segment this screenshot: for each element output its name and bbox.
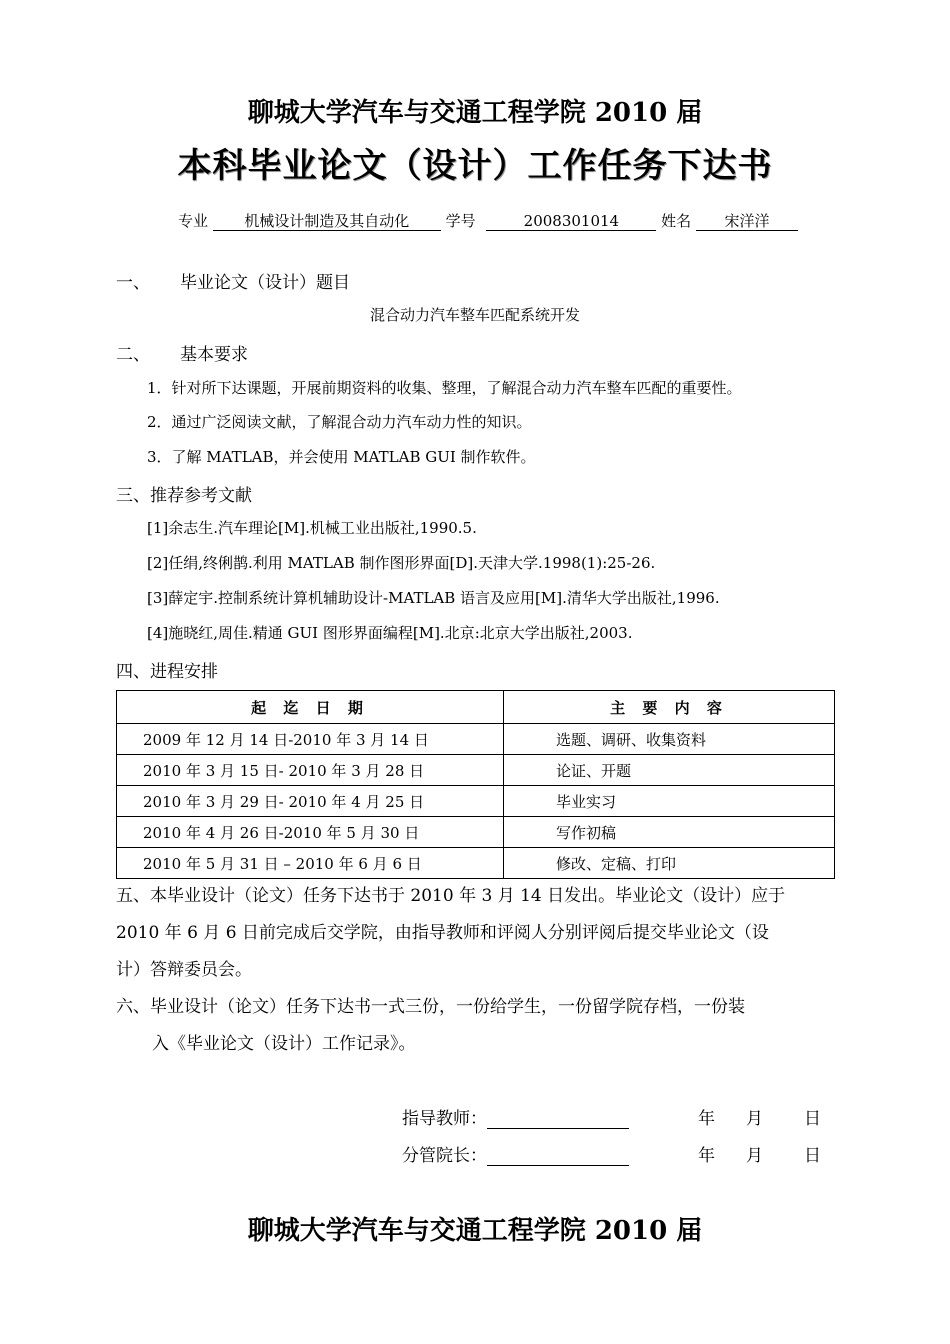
section6-line: 六、毕业设计（论文）任务下达书一式三份，一份给学生，一份留学院存档，一份装 bbox=[116, 997, 745, 1017]
table-row bbox=[117, 755, 835, 786]
reference-item: [2]任绢,终俐鹊.利用 MATLAB 制作图形界面[D].天津大学.1998(1):25-26. bbox=[147, 554, 656, 572]
thesis-topic: 混合动力汽车整车匹配系统开发 bbox=[369, 306, 580, 324]
requirement-item: 1．针对所下达课题，开展前期资料的收集、整理，了解混合动力汽车整车匹配的重要性。 bbox=[147, 379, 742, 397]
advisor-day: 日 bbox=[804, 1109, 821, 1129]
advisor-signature-row bbox=[402, 1104, 629, 1129]
table-row bbox=[117, 848, 835, 879]
schedule-content: 选题、调研、收集资料 bbox=[504, 724, 835, 755]
schedule-date: 2010 年 3 月 15 日- 2010 年 3 月 28 日 bbox=[117, 755, 504, 786]
table-row bbox=[117, 786, 835, 817]
dean-signature-line bbox=[487, 1145, 629, 1166]
section4-title: 四、进程安排 bbox=[116, 662, 218, 682]
reference-item: [4]施晓红,周佳.精通 GUI 图形界面编程[M].北京:北京大学出版社,2003. bbox=[147, 624, 633, 642]
reference-item: [1]余志生.汽车理论[M].机械工业出版社,1990.5. bbox=[147, 519, 477, 537]
major-label: 专业 bbox=[178, 212, 209, 230]
reference-item: [3]薛定宇.控制系统计算机辅助设计-MATLAB 语言及应用[M].清华大学出版社,1996. bbox=[147, 589, 720, 607]
dean-day: 日 bbox=[804, 1146, 821, 1166]
section3-title: 三、推荐参考文献 bbox=[116, 486, 252, 506]
major-value: 机械设计制造及其自动化 bbox=[213, 212, 441, 231]
table-row bbox=[117, 817, 835, 848]
table-header-row bbox=[117, 691, 835, 724]
schedule-date: 2010 年 5 月 31 日 – 2010 年 6 月 6 日 bbox=[117, 848, 504, 879]
schedule-date: 2010 年 4 月 26 日-2010 年 5 月 30 日 bbox=[117, 817, 504, 848]
advisor-label: 指导教师： bbox=[402, 1109, 487, 1129]
schedule-content: 论证、开题 bbox=[504, 755, 835, 786]
dean-label: 分管院长： bbox=[402, 1146, 487, 1166]
dean-year: 年 bbox=[698, 1146, 715, 1166]
section2-number: 二、 bbox=[116, 345, 150, 365]
student-info-line bbox=[178, 210, 798, 231]
schedule-table bbox=[116, 690, 835, 879]
id-label: 学号 bbox=[445, 212, 476, 230]
school-header: 聊城大学汽车与交通工程学院 2010 届 bbox=[247, 98, 703, 128]
footer-school-header: 聊城大学汽车与交通工程学院 2010 届 bbox=[247, 1216, 703, 1246]
advisor-signature-line bbox=[487, 1108, 629, 1129]
dean-signature-row bbox=[402, 1141, 629, 1166]
requirement-item: 3．了解 MATLAB，并会使用 MATLAB GUI 制作软件。 bbox=[147, 448, 536, 466]
section1-number: 一、 bbox=[116, 273, 150, 293]
section5-line: 计）答辩委员会。 bbox=[116, 960, 252, 980]
content-column-header: 主 要 内 容 bbox=[504, 691, 835, 724]
name-label: 姓名 bbox=[661, 212, 692, 230]
dean-month: 月 bbox=[746, 1146, 763, 1166]
requirement-item: 2．通过广泛阅读文献，了解混合动力汽车动力性的知识。 bbox=[147, 413, 532, 431]
schedule-content: 修改、定稿、打印 bbox=[504, 848, 835, 879]
advisor-month: 月 bbox=[746, 1109, 763, 1129]
section6-line: 入《毕业论文（设计）工作记录》。 bbox=[152, 1034, 416, 1054]
document-title: 本科毕业论文（设计）工作任务下达书 bbox=[177, 146, 773, 186]
schedule-content: 写作初稿 bbox=[504, 817, 835, 848]
schedule-date: 2009 年 12 月 14 日-2010 年 3 月 14 日 bbox=[117, 724, 504, 755]
name-value: 宋洋洋 bbox=[696, 212, 798, 231]
table-row bbox=[117, 724, 835, 755]
section5-line: 2010 年 6 月 6 日前完成后交学院，由指导教师和评阅人分别评阅后提交毕业论文（设 bbox=[116, 923, 769, 943]
section5-line: 五、本毕业设计（论文）任务下达书于 2010 年 3 月 14 日发出。毕业论文（设计）应于 bbox=[116, 886, 786, 906]
section1-title: 毕业论文（设计）题目 bbox=[180, 273, 350, 293]
schedule-date: 2010 年 3 月 29 日- 2010 年 4 月 25 日 bbox=[117, 786, 504, 817]
advisor-year: 年 bbox=[698, 1109, 715, 1129]
date-column-header: 起 迄 日 期 bbox=[117, 691, 504, 724]
id-value: 2008301014 bbox=[486, 212, 656, 231]
schedule-content: 毕业实习 bbox=[504, 786, 835, 817]
section2-title: 基本要求 bbox=[180, 345, 248, 365]
